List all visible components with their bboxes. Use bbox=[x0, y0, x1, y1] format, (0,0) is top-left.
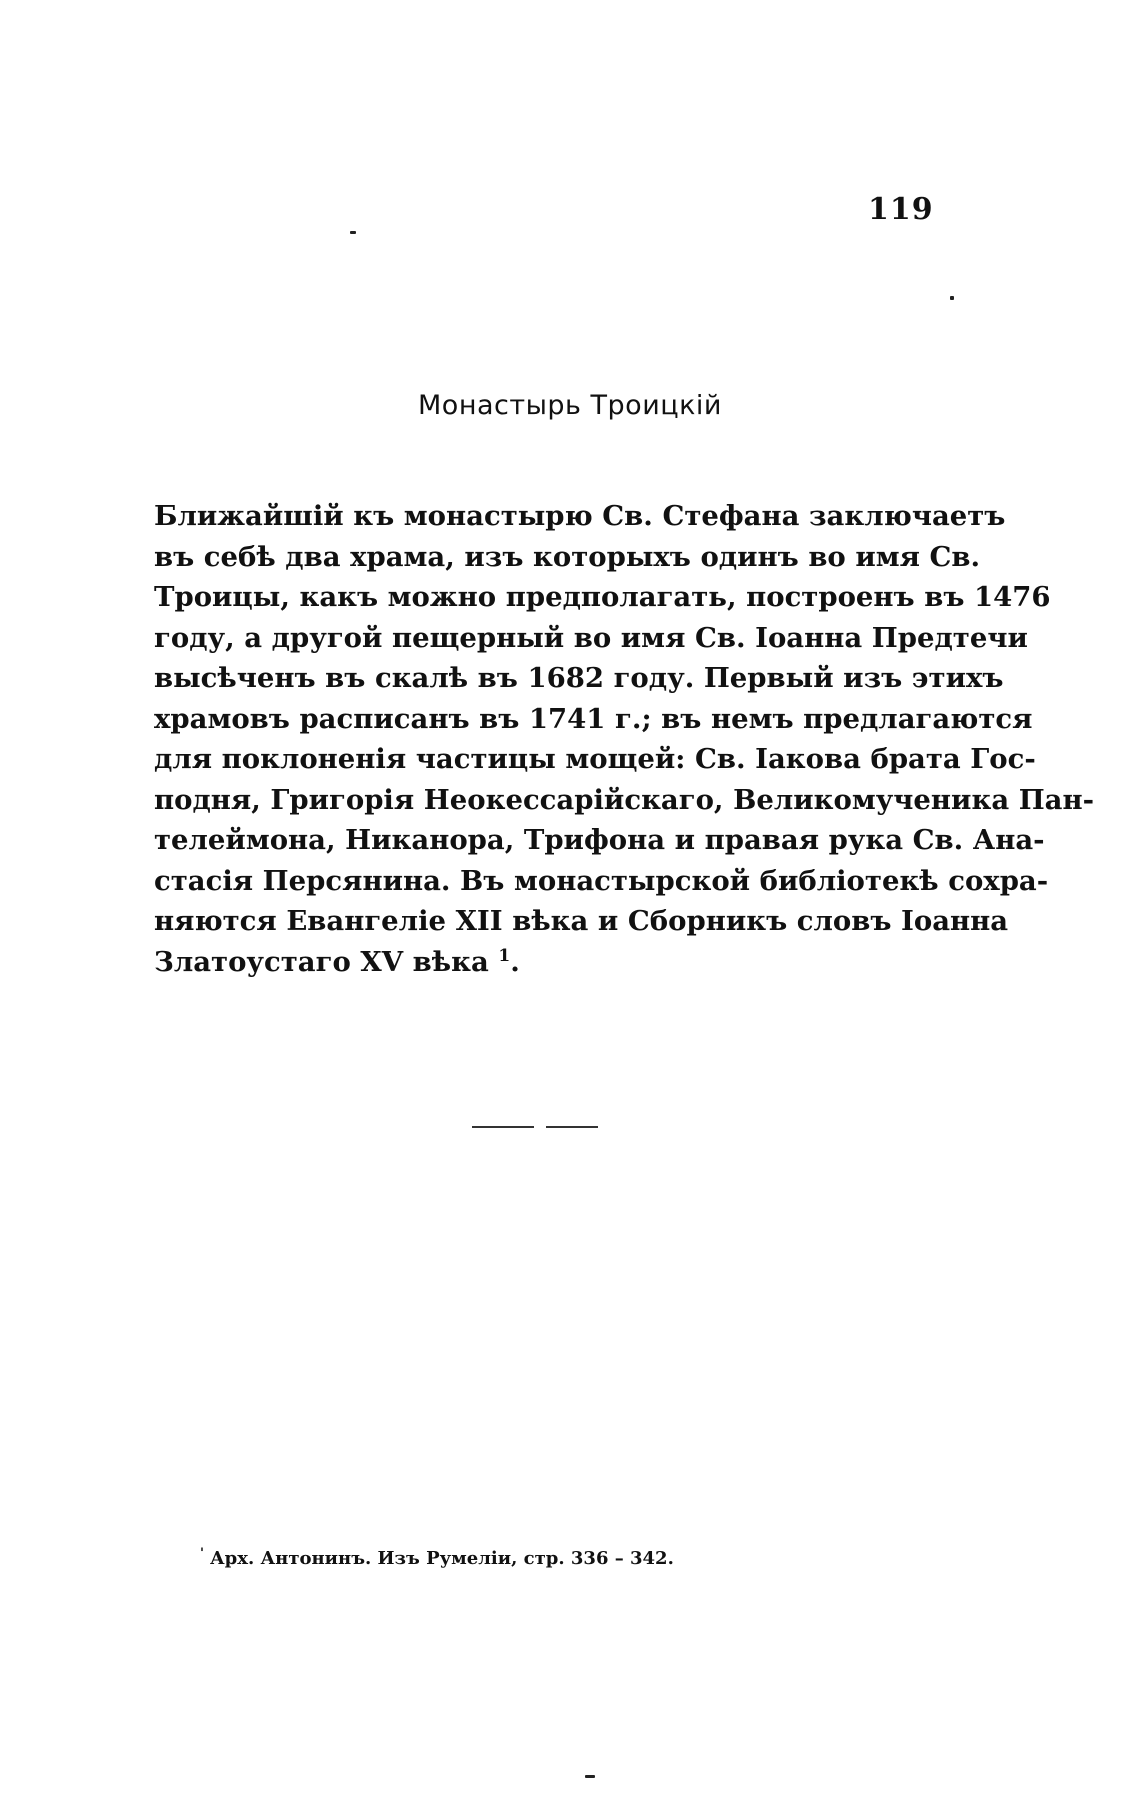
text-line: няются Евангеліе XII вѣка и Сборникъ словъ Іоанна bbox=[154, 905, 1009, 937]
text-line: году, а другой пещерный во имя Св. Іоанна Предтечи bbox=[154, 621, 1028, 654]
text-line: телеймона, Никанора, Трифона и правая рука Св. Ана- bbox=[154, 824, 1045, 856]
text-line-content: Златоустаго XV вѣка bbox=[154, 945, 489, 978]
scan-speck bbox=[350, 231, 356, 234]
sentence-end: . bbox=[510, 945, 520, 978]
footnote-reference: 1 bbox=[498, 945, 511, 966]
text-line: высѣченъ въ скалѣ въ 1682 году. Первый изъ этихъ bbox=[154, 662, 1004, 694]
text-line: стасія Персянина. Въ монастырской библіотекѣ сохра- bbox=[154, 864, 1049, 897]
text-line: Ближайшій къ монастырю Св. Стефана заключаетъ bbox=[154, 500, 1006, 532]
text-line: для поклоненія частицы мощей: Св. Іакова брата Гос- bbox=[154, 743, 1036, 775]
text-line: въ себѣ два храма, изъ которыхъ одинъ во имя Св. bbox=[154, 540, 981, 573]
page-number: 119 bbox=[868, 192, 934, 227]
scan-speck bbox=[950, 296, 954, 300]
text-line: храмовъ расписанъ въ 1741 г.; въ немъ предлагаются bbox=[154, 702, 1033, 735]
footnote-text: Арх. Антонинъ. Изъ Румеліи, стр. 336 – 342. bbox=[209, 1548, 674, 1569]
scan-speck bbox=[585, 1775, 595, 1778]
section-heading: Монастырь Троицкій bbox=[418, 390, 722, 421]
body-paragraph bbox=[154, 496, 1095, 982]
text-line: Троицы, какъ можно предполагать, построенъ въ 1476 bbox=[154, 581, 1051, 613]
footnote-mark: ' bbox=[200, 1546, 204, 1561]
text-line: подня, Григорія Неокессарійскаго, Великомученика Пан- bbox=[154, 783, 1095, 816]
section-divider bbox=[472, 1126, 534, 1128]
section-divider bbox=[546, 1126, 598, 1128]
footnote bbox=[200, 1548, 674, 1569]
text-line bbox=[154, 942, 916, 983]
